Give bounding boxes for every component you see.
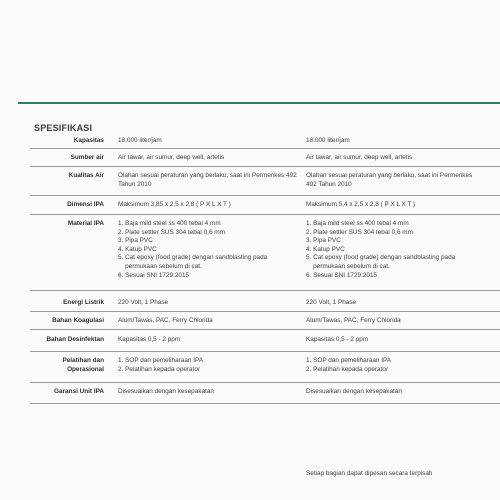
row-value-col1: Kapasitas 0,5 - 2 ppm [118,336,181,343]
spec-table [30,134,500,404]
row-label: Kapasitas [73,137,104,144]
row-label: Sumber air [70,154,104,161]
row-value-col1: Maksimum 3,85 x 2,5 x 2,8 ( P X L X T ) [118,201,231,208]
row-value-col2: Disesuaikan dengan kesepakatan [306,388,402,395]
row-label: Pelatihan dan Operasional [62,357,104,373]
table-row [30,215,500,291]
row-value-col1: 220 Volt, 1 Phase [118,299,169,306]
table-row [30,196,500,215]
row-label: Energi Listrik [63,299,104,306]
row-label: Material IPA [67,220,104,227]
row-value-col2: Maksimum 5,4 x 2,5 x 2,8 ( P X L X T ) [306,201,416,208]
table-row [30,291,500,312]
table-row [30,352,500,383]
row-value-col1: 1. Baja mild steel ss 400 tebal 4 mm 2. Plate settler SUS 304 tebal 0,6 mm 3. Pipa PVC 4. Katup PVC 5. Cat epoxy (food grade) dengan sandblasting pada permukaan sebelum di cat. 6. Sesuai SNI 1729:2015 [118,220,268,279]
row-label: Garansi Unit IPA [54,388,104,395]
row-value-col1: Air tawar, air sumur, deep well, artetis [118,154,225,161]
row-value-col1: Olahan sesuai peraturan yang berlaku, saat ini Permenkes 492 Tahun 2010 [118,172,297,188]
row-value-col2: 220 Volt, 1 Phase [306,299,357,306]
row-value-col1: Disesuaikan dengan kesepakatan [118,388,214,395]
row-value-col2: 1. SOP dan pemeliharaan IPA 2. Pelatihan kepada operator [306,357,392,373]
row-value-col2: Olahan sesuai peraturan yang berlaku, saat ini Permenkes 492 Tahun 2010 [306,172,473,188]
section-title: SPESIFIKASI [34,123,93,133]
table-row [30,167,500,196]
row-value-col1: 1. SOP dan pemeliharaan IPA 2. Pelatihan kepada operator [118,357,204,373]
row-label: Bahan Desinfektan [46,336,104,343]
row-value-col2: 1. Baja mild steel ss 400 tebal 4 mm 2. Plate settler SUS 304 tebal 0,6 mm 3. Pipa PVC 4. Katup PVC 5. Cat epoxy (food grade) dengan sandblasting pada permukaan sebelum di cat. 6. Sesuai SNI 1729:2015 [306,220,456,279]
table-row [30,149,500,167]
row-value-col1: Alum/Tawas, PAC, Ferry Chlorida [118,317,213,324]
row-label: Bahan Koagulasi [52,317,104,324]
row-label: Dimensi IPA [67,201,104,208]
table-row [30,134,500,149]
row-value-col2: Alum/Tawas, PAC, Ferry Chlorida [306,317,401,324]
table-row [30,383,500,404]
top-accent-rule [18,102,500,104]
row-value-col2: 18.000 liter/jam [306,137,350,144]
table-row [30,312,500,330]
row-label: Kualitas Air [68,172,104,179]
row-value-col2: Kapasitas 0,5 - 2 ppm [306,336,369,343]
table-row [30,330,500,352]
footnote: Setiap bagian dapat dipesan secara terpisah [306,470,433,477]
row-value-col1: 18.000 liter/jam [118,137,162,144]
row-value-col2: Air tawar, air sumur, deep well, artetis [306,154,413,161]
